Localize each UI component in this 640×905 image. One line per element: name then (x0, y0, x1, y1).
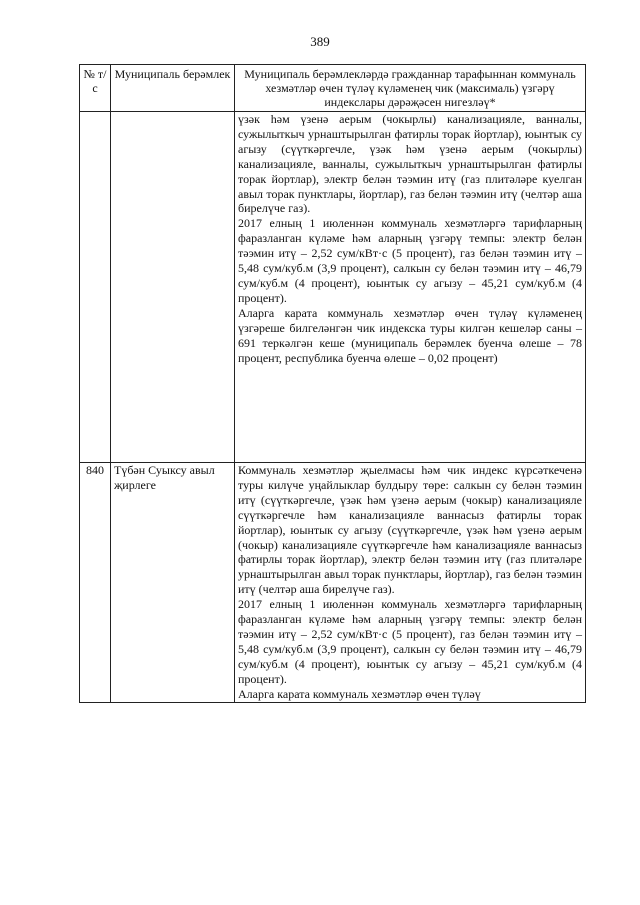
row-description (235, 112, 586, 463)
paragraph: 2017 елның 1 июленнән коммуналь хезмәтләргә тарифларның фаразланган күләме һәм аларның үзгәрү темпы: электр белән тәэмин итү – 2,52 сум/кВт·с (5 процент), газ белән тәэмин итү – 5,48 сум/куб.м (3,9 процент), салкын су белән тәэмин итү – 46,79 сум/куб.м (4 процент), юынтык су агызу – 45,21 сум/куб.м (4 процент). (238, 597, 582, 686)
header-description: Муниципаль берәмлекләрдә гражданнар тарафыннан коммуналь хезмәтләр өчен түләү күләменең чик (максималь) үзгәрү индекслары дәрәҗәсен нигезләү* (235, 65, 586, 112)
paragraph: 2017 елның 1 июленнән коммуналь хезмәтләргә тарифларның фаразланган күләме һәм аларның үзгәрү темпы: электр белән тәэмин итү – 2,52 сум/кВт·с (5 процент), газ белән тәэмин итү – 5,48 сум/куб.м (3,9 процент), салкын су белән тәэмин итү – 46,79 сум/куб.м (4 процент), юынтык су агызу – 45,21 сум/куб.м (4 процент). (238, 216, 582, 305)
page-number: 389 (310, 34, 330, 49)
data-table (79, 64, 586, 703)
row-num: 840 (80, 463, 111, 703)
row-num (80, 112, 111, 463)
paragraph: Аларга карата коммуналь хезмәтләр өчен түләү (238, 686, 481, 701)
header-num: № т/с (80, 65, 111, 112)
row-municipality: Түбән Суыксу авыл җирлеге (111, 463, 235, 703)
row-municipality (111, 112, 235, 463)
table-header-row (80, 65, 586, 112)
header-municipality: Муниципаль берәмлек (111, 65, 235, 112)
table-row (80, 112, 586, 463)
paragraph: Аларга карата коммуналь хезмәтләр өчен түләү күләменең үзгәреше билгеләнгән чик индекска туры килгән кешеләр саны – 691 теркәлгән кеше (муниципаль берәмлек буенча өлеше – 78 процент, республика буенча өлеше – 0,02 процент) (238, 305, 582, 365)
paragraph: Коммуналь хезмәтләр җыелмасы һәм чик индекс күрсәткеченә туры килүче уңайлыклар булдыру төре: салкын су белән тәэмин итү (сүүткәргечле, үзәк һәм үзенә аерым (чокыр) канализацияле сүүткәргечле һәм канализацияле ваннасыз фатирлы торак йортлар), юынтык су агызу (сүүткәргечле, үзәк һәм үзенә аерым (чокыр) канализацияле сүүткәргечле һәм канализацияле ваннасыз фатирлы торак йортлар), электр белән тәэмин итү (газ плитәләре урнаштырылган авыл торак пунктлары, йортлар), газ белән тәэмин итү (челтәр аша бирелүче газ). (238, 463, 582, 597)
paragraph: үзәк һәм үзенә аерым (чокырлы) канализацияле, ванналы, сужылыткыч урнаштырылган фатирлы торак йортлар), юынтык су агызу (сүүткәргечле, үзәк һәм үзенә аерым (чокырлы) канализацияле, ванналы, сужылыткыч урнаштырылган фатирлы торак йортлар), электр белән тәэмин итү (газ плитәләре куелган авыл торак пунктлары, йортлар), газ белән тәэмин итү (челтәр аша бирелүче газ). (238, 112, 582, 216)
row-description (235, 463, 586, 703)
table-row (80, 463, 586, 703)
